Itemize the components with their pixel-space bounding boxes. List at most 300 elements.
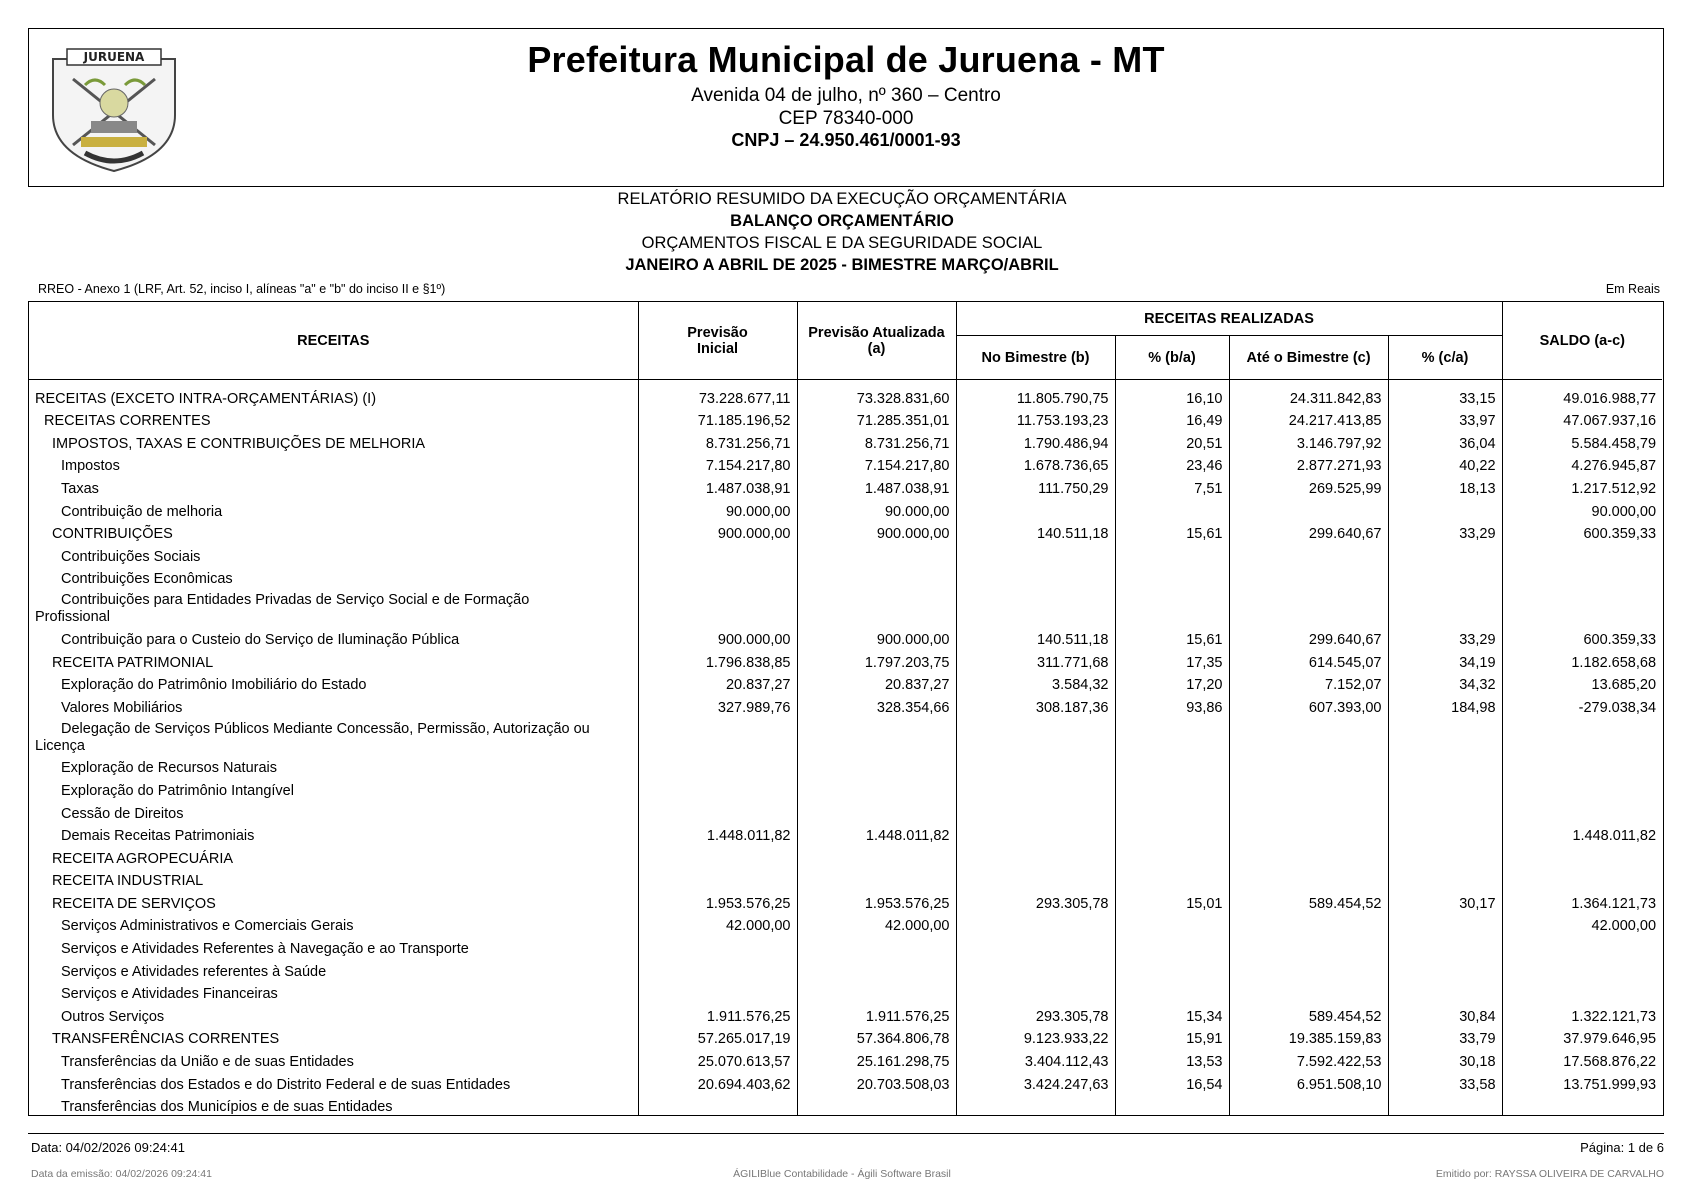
cell-saldo	[1502, 755, 1662, 778]
row-label: Contribuição para o Custeio do Serviço de Iluminação Pública	[61, 631, 460, 648]
cell-pct-ba	[1115, 823, 1229, 846]
cell-no-bimestre	[956, 845, 1115, 868]
cell-ate-bimestre	[1229, 777, 1388, 800]
cell-pct-ba: 93,86	[1115, 694, 1229, 717]
footer-divider	[28, 1133, 1664, 1134]
cell-prev-inicial	[638, 755, 797, 778]
cell-saldo: 37.979.646,95	[1502, 1026, 1662, 1049]
cell-no-bimestre: 293.305,78	[956, 890, 1115, 913]
cell-no-bimestre	[956, 913, 1115, 936]
cell-prev-atualizada: 1.953.576,25	[797, 890, 956, 913]
cell-pct-ca	[1388, 935, 1502, 958]
col-header-previsao-inicial	[638, 302, 797, 380]
row-label: Cessão de Direitos	[61, 805, 184, 822]
cell-pct-ba: 20,51	[1115, 430, 1229, 453]
budget-table	[29, 302, 1662, 1116]
row-label: Exploração do Patrimônio Imobiliário do Estado	[61, 677, 367, 694]
col-header-saldo: SALDO (a-c)	[1502, 302, 1662, 380]
cell-prev-inicial	[638, 566, 797, 589]
row-label: CONTRIBUIÇÕES	[52, 526, 173, 543]
cell-prev-inicial: 327.989,76	[638, 694, 797, 717]
cell-prev-atualizada	[797, 777, 956, 800]
cell-pct-ba	[1115, 868, 1229, 891]
cell-pct-ba: 15,61	[1115, 626, 1229, 649]
cell-prev-inicial: 73.228.677,11	[638, 380, 797, 408]
cell-ate-bimestre: 3.146.797,92	[1229, 430, 1388, 453]
cell-pct-ba: 16,54	[1115, 1071, 1229, 1094]
annex-reference: RREO - Anexo 1 (LRF, Art. 52, inciso I, alíneas "a" e "b" do inciso II e §1º)	[38, 282, 446, 296]
cell-prev-inicial	[638, 543, 797, 566]
cell-prev-inicial: 900.000,00	[638, 626, 797, 649]
col-header-previsao-inicial-text: Previsão Inicial	[687, 324, 748, 357]
cell-pct-ba: 15,01	[1115, 890, 1229, 913]
cell-ate-bimestre	[1229, 498, 1388, 521]
cell-no-bimestre	[956, 868, 1115, 891]
cell-prev-atualizada: 1.911.576,25	[797, 1003, 956, 1026]
cell-pct-ca: 33,58	[1388, 1071, 1502, 1094]
cell-ate-bimestre	[1229, 543, 1388, 566]
table-row	[29, 1094, 1662, 1116]
cell-saldo	[1502, 935, 1662, 958]
cell-pct-ba: 15,91	[1115, 1026, 1229, 1049]
table-row	[29, 1026, 1662, 1049]
cell-saldo: 1.364.121,73	[1502, 890, 1662, 913]
table-row	[29, 1003, 1662, 1026]
org-title: Prefeitura Municipal de Juruena - MT	[527, 39, 1165, 80]
row-label: Transferências da União e de suas Entidades	[61, 1054, 354, 1071]
cell-prev-inicial	[638, 981, 797, 1004]
cell-pct-ca: 18,13	[1388, 475, 1502, 498]
table-row	[29, 626, 1662, 649]
row-label: IMPOSTOS, TAXAS E CONTRIBUIÇÕES DE MELHORIA	[52, 435, 426, 452]
cell-prev-atualizada: 42.000,00	[797, 913, 956, 936]
cell-prev-atualizada: 8.731.256,71	[797, 430, 956, 453]
cell-no-bimestre	[956, 823, 1115, 846]
table-row	[29, 566, 1662, 589]
cell-ate-bimestre: 299.640,67	[1229, 521, 1388, 544]
cell-prev-inicial: 57.265.017,19	[638, 1026, 797, 1049]
footer-date: Data: 04/02/2026 09:24:41	[31, 1140, 185, 1155]
cell-prev-inicial: 1.448.011,82	[638, 823, 797, 846]
cell-prev-atualizada	[797, 1094, 956, 1116]
cell-prev-inicial: 42.000,00	[638, 913, 797, 936]
row-label: RECEITA INDUSTRIAL	[52, 873, 204, 890]
cell-prev-atualizada: 1.797.203,75	[797, 649, 956, 672]
row-label: RECEITA DE SERVIÇOS	[52, 895, 216, 912]
cell-pct-ba	[1115, 498, 1229, 521]
col-header-previsao-atualizada-text: Previsão Atualizada (a)	[808, 324, 945, 357]
cell-prev-inicial: 7.154.217,80	[638, 453, 797, 476]
cell-prev-inicial	[638, 717, 797, 755]
cell-prev-atualizada	[797, 566, 956, 589]
cell-prev-atualizada	[797, 935, 956, 958]
cell-ate-bimestre	[1229, 823, 1388, 846]
table-row	[29, 672, 1662, 695]
cell-saldo: 600.359,33	[1502, 626, 1662, 649]
cell-prev-atualizada	[797, 717, 956, 755]
cell-pct-ca	[1388, 1094, 1502, 1116]
col-header-receitas: RECEITAS	[29, 302, 638, 380]
table-row	[29, 890, 1662, 913]
row-label: Transferências dos Estados e do Distrito Federal e de suas Entidades	[61, 1076, 511, 1093]
cell-no-bimestre: 293.305,78	[956, 1003, 1115, 1026]
cell-ate-bimestre	[1229, 935, 1388, 958]
row-label-line2: Licença	[35, 737, 85, 754]
cell-pct-ca: 34,19	[1388, 649, 1502, 672]
row-label	[29, 717, 638, 755]
cell-pct-ba	[1115, 777, 1229, 800]
cell-pct-ca: 184,98	[1388, 694, 1502, 717]
report-subtitle: BALANÇO ORÇAMENTÁRIO	[730, 212, 954, 230]
cell-saldo	[1502, 717, 1662, 755]
footer-page-number: Página: 1 de 6	[1580, 1140, 1664, 1155]
cell-ate-bimestre: 589.454,52	[1229, 890, 1388, 913]
cell-pct-ca: 33,29	[1388, 521, 1502, 544]
table-row	[29, 430, 1662, 453]
cell-ate-bimestre: 607.393,00	[1229, 694, 1388, 717]
row-label: RECEITA AGROPECUÁRIA	[52, 850, 234, 867]
cell-ate-bimestre: 7.592.422,53	[1229, 1048, 1388, 1071]
row-label: Exploração do Patrimônio Intangível	[61, 782, 294, 799]
cell-no-bimestre: 3.584,32	[956, 672, 1115, 695]
cell-ate-bimestre	[1229, 755, 1388, 778]
cell-prev-atualizada	[797, 755, 956, 778]
table-row	[29, 981, 1662, 1004]
cell-saldo: 47.067.937,16	[1502, 408, 1662, 431]
cell-no-bimestre	[956, 800, 1115, 823]
cell-saldo	[1502, 1094, 1662, 1116]
cell-prev-atualizada: 73.328.831,60	[797, 380, 956, 408]
cell-pct-ba	[1115, 800, 1229, 823]
cell-pct-ba	[1115, 588, 1229, 626]
cell-pct-ba	[1115, 913, 1229, 936]
cell-no-bimestre	[956, 755, 1115, 778]
cell-saldo: 4.276.945,87	[1502, 453, 1662, 476]
org-cep: CEP 78340-000	[778, 108, 914, 129]
cell-saldo: 90.000,00	[1502, 498, 1662, 521]
cell-ate-bimestre	[1229, 1094, 1388, 1116]
cell-ate-bimestre	[1229, 981, 1388, 1004]
cell-no-bimestre: 3.424.247,63	[956, 1071, 1115, 1094]
row-label: Impostos	[61, 458, 120, 475]
org-address: Avenida 04 de julho, nº 360 – Centro	[691, 85, 1001, 106]
cell-pct-ca: 40,22	[1388, 453, 1502, 476]
cell-prev-inicial: 1.796.838,85	[638, 649, 797, 672]
table-row	[29, 543, 1662, 566]
table-row	[29, 913, 1662, 936]
table-row	[29, 823, 1662, 846]
table-row	[29, 755, 1662, 778]
cell-pct-ca	[1388, 717, 1502, 755]
cell-pct-ba: 16,10	[1115, 380, 1229, 408]
cell-pct-ca	[1388, 845, 1502, 868]
cell-pct-ba: 7,51	[1115, 475, 1229, 498]
row-label: Taxas	[61, 480, 99, 497]
row-label: Serviços e Atividades Financeiras	[61, 986, 278, 1003]
cell-prev-inicial	[638, 1094, 797, 1116]
row-label	[29, 588, 638, 626]
cell-pct-ca: 33,15	[1388, 380, 1502, 408]
cell-ate-bimestre: 7.152,07	[1229, 672, 1388, 695]
cell-saldo: 1.217.512,92	[1502, 475, 1662, 498]
svg-text:JURUENA: JURUENA	[83, 50, 145, 64]
cell-prev-inicial: 8.731.256,71	[638, 430, 797, 453]
cell-no-bimestre: 311.771,68	[956, 649, 1115, 672]
cell-pct-ca	[1388, 755, 1502, 778]
row-label: Contribuições Sociais	[61, 548, 201, 565]
cell-no-bimestre	[956, 981, 1115, 1004]
col-header-no-bimestre: No Bimestre (b)	[956, 336, 1115, 380]
cell-pct-ca: 30,18	[1388, 1048, 1502, 1071]
row-label: Contribuições Econômicas	[61, 571, 233, 588]
cell-pct-ca	[1388, 498, 1502, 521]
cell-prev-atualizada: 900.000,00	[797, 626, 956, 649]
cell-no-bimestre: 11.805.790,75	[956, 380, 1115, 408]
row-label: Demais Receitas Patrimoniais	[61, 828, 255, 845]
table-row	[29, 380, 1662, 408]
cell-no-bimestre	[956, 958, 1115, 981]
cell-no-bimestre: 140.511,18	[956, 521, 1115, 544]
cell-prev-inicial: 20.694.403,62	[638, 1071, 797, 1094]
cell-saldo: 13.685,20	[1502, 672, 1662, 695]
cell-ate-bimestre: 24.311.842,83	[1229, 380, 1388, 408]
cell-pct-ca	[1388, 868, 1502, 891]
cell-pct-ba	[1115, 845, 1229, 868]
cell-ate-bimestre	[1229, 717, 1388, 755]
cell-saldo	[1502, 845, 1662, 868]
row-label: TRANSFERÊNCIAS CORRENTES	[52, 1031, 280, 1048]
cell-saldo: -279.038,34	[1502, 694, 1662, 717]
cell-pct-ba: 16,49	[1115, 408, 1229, 431]
table-row	[29, 1071, 1662, 1094]
cell-ate-bimestre: 269.525,99	[1229, 475, 1388, 498]
budget-table-container	[28, 301, 1664, 1116]
cell-prev-atualizada: 71.285.351,01	[797, 408, 956, 431]
cell-ate-bimestre	[1229, 588, 1388, 626]
report-scope: ORÇAMENTOS FISCAL E DA SEGURIDADE SOCIAL	[641, 234, 1043, 252]
col-header-previsao-atualizada	[797, 302, 956, 380]
cell-prev-atualizada	[797, 868, 956, 891]
cell-pct-ba	[1115, 717, 1229, 755]
cell-prev-atualizada: 20.837,27	[797, 672, 956, 695]
cell-pct-ba	[1115, 958, 1229, 981]
cell-pct-ca: 33,29	[1388, 626, 1502, 649]
cell-ate-bimestre	[1229, 868, 1388, 891]
report-title: RELATÓRIO RESUMIDO DA EXECUÇÃO ORÇAMENTÁRIA	[617, 190, 1067, 208]
cell-saldo	[1502, 588, 1662, 626]
cell-prev-atualizada: 25.161.298,75	[797, 1048, 956, 1071]
table-row	[29, 408, 1662, 431]
cell-saldo: 49.016.988,77	[1502, 380, 1662, 408]
table-row	[29, 694, 1662, 717]
cell-prev-inicial: 25.070.613,57	[638, 1048, 797, 1071]
table-row	[29, 453, 1662, 476]
table-row	[29, 935, 1662, 958]
cell-prev-inicial: 900.000,00	[638, 521, 797, 544]
cell-no-bimestre: 111.750,29	[956, 475, 1115, 498]
cell-ate-bimestre: 589.454,52	[1229, 1003, 1388, 1026]
cell-saldo	[1502, 981, 1662, 1004]
cell-prev-atualizada: 1.448.011,82	[797, 823, 956, 846]
cell-pct-ca: 36,04	[1388, 430, 1502, 453]
col-header-pct-ca: % (c/a)	[1388, 336, 1502, 380]
cell-saldo	[1502, 543, 1662, 566]
cell-pct-ba: 17,35	[1115, 649, 1229, 672]
cell-prev-inicial	[638, 868, 797, 891]
footer-software: ÁGILIBlue Contabilidade - Ágili Software Brasil	[733, 1168, 951, 1180]
cell-no-bimestre: 11.753.193,23	[956, 408, 1115, 431]
row-label-line1: Contribuições para Entidades Privadas de Serviço Social e de Formação	[61, 592, 530, 609]
cell-ate-bimestre	[1229, 958, 1388, 981]
table-row	[29, 777, 1662, 800]
cell-ate-bimestre: 24.217.413,85	[1229, 408, 1388, 431]
row-label: RECEITAS CORRENTES	[44, 413, 211, 430]
cell-pct-ca: 33,97	[1388, 408, 1502, 431]
cell-pct-ca: 30,17	[1388, 890, 1502, 913]
cell-pct-ca	[1388, 913, 1502, 936]
table-row	[29, 717, 1662, 755]
table-row	[29, 1048, 1662, 1071]
col-header-ate-bimestre: Até o Bimestre (c)	[1229, 336, 1388, 380]
cell-pct-ca: 33,79	[1388, 1026, 1502, 1049]
budget-table-body	[29, 380, 1662, 1117]
col-header-pct-ba: % (b/a)	[1115, 336, 1229, 380]
row-label: Transferências dos Municípios e de suas Entidades	[61, 1099, 393, 1116]
table-row	[29, 498, 1662, 521]
cell-prev-atualizada	[797, 845, 956, 868]
table-row	[29, 475, 1662, 498]
table-row	[29, 649, 1662, 672]
row-label: Exploração de Recursos Naturais	[61, 760, 277, 777]
cell-prev-inicial: 90.000,00	[638, 498, 797, 521]
table-row	[29, 845, 1662, 868]
cell-saldo	[1502, 800, 1662, 823]
cell-prev-inicial	[638, 777, 797, 800]
cell-pct-ba: 15,34	[1115, 1003, 1229, 1026]
cell-saldo: 600.359,33	[1502, 521, 1662, 544]
cell-ate-bimestre: 19.385.159,83	[1229, 1026, 1388, 1049]
cell-no-bimestre	[956, 588, 1115, 626]
cell-pct-ba	[1115, 1094, 1229, 1116]
row-label: Serviços e Atividades referentes à Saúde	[61, 963, 327, 980]
cell-pct-ca: 34,32	[1388, 672, 1502, 695]
cell-prev-inicial	[638, 800, 797, 823]
cell-pct-ca	[1388, 543, 1502, 566]
cell-pct-ba	[1115, 981, 1229, 1004]
cell-saldo	[1502, 777, 1662, 800]
cell-saldo: 5.584.458,79	[1502, 430, 1662, 453]
cell-no-bimestre: 9.123.933,22	[956, 1026, 1115, 1049]
cell-no-bimestre	[956, 566, 1115, 589]
table-row	[29, 958, 1662, 981]
cell-prev-inicial: 1.487.038,91	[638, 475, 797, 498]
cell-prev-atualizada: 328.354,66	[797, 694, 956, 717]
cell-ate-bimestre	[1229, 845, 1388, 868]
cell-saldo: 42.000,00	[1502, 913, 1662, 936]
cell-prev-atualizada	[797, 543, 956, 566]
cell-prev-atualizada: 7.154.217,80	[797, 453, 956, 476]
table-row	[29, 800, 1662, 823]
cell-pct-ba	[1115, 755, 1229, 778]
cell-pct-ca	[1388, 777, 1502, 800]
cell-pct-ca	[1388, 823, 1502, 846]
cell-saldo	[1502, 958, 1662, 981]
cell-pct-ba	[1115, 543, 1229, 566]
cell-prev-inicial: 1.953.576,25	[638, 890, 797, 913]
cell-no-bimestre	[956, 1094, 1115, 1116]
cell-ate-bimestre	[1229, 566, 1388, 589]
org-cnpj: CNPJ – 24.950.461/0001-93	[731, 130, 961, 150]
cell-prev-atualizada	[797, 981, 956, 1004]
cell-saldo: 1.182.658,68	[1502, 649, 1662, 672]
cell-pct-ba	[1115, 566, 1229, 589]
cell-prev-atualizada	[797, 800, 956, 823]
cell-no-bimestre	[956, 777, 1115, 800]
cell-saldo: 13.751.999,93	[1502, 1071, 1662, 1094]
cell-pct-ca	[1388, 588, 1502, 626]
cell-pct-ca: 30,84	[1388, 1003, 1502, 1026]
cell-prev-atualizada: 900.000,00	[797, 521, 956, 544]
cell-no-bimestre: 3.404.112,43	[956, 1048, 1115, 1071]
cell-pct-ca	[1388, 958, 1502, 981]
cell-prev-inicial	[638, 588, 797, 626]
table-row	[29, 521, 1662, 544]
cell-ate-bimestre	[1229, 800, 1388, 823]
row-label-line2: Profissional	[35, 609, 110, 626]
row-label: Serviços e Atividades Referentes à Navegação e ao Transporte	[61, 941, 469, 958]
cell-prev-atualizada: 90.000,00	[797, 498, 956, 521]
cell-ate-bimestre: 6.951.508,10	[1229, 1071, 1388, 1094]
cell-no-bimestre	[956, 543, 1115, 566]
currency-unit: Em Reais	[1605, 282, 1660, 296]
header-box	[28, 28, 1664, 187]
cell-prev-inicial	[638, 935, 797, 958]
cell-pct-ca	[1388, 800, 1502, 823]
row-label: Valores Mobiliários	[61, 699, 183, 716]
cell-pct-ba	[1115, 935, 1229, 958]
row-label-line1: Delegação de Serviços Públicos Mediante Concessão, Permissão, Autorização ou	[61, 720, 590, 737]
cell-prev-atualizada	[797, 958, 956, 981]
cell-saldo: 17.568.876,22	[1502, 1048, 1662, 1071]
cell-prev-atualizada: 1.487.038,91	[797, 475, 956, 498]
row-label: Serviços Administrativos e Comerciais Gerais	[61, 918, 354, 935]
cell-no-bimestre: 1.678.736,65	[956, 453, 1115, 476]
cell-saldo	[1502, 868, 1662, 891]
cell-no-bimestre: 1.790.486,94	[956, 430, 1115, 453]
report-period: JANEIRO A ABRIL DE 2025 - BIMESTRE MARÇO/ABRIL	[625, 256, 1059, 274]
row-label: Outros Serviços	[61, 1008, 165, 1025]
cell-pct-ba: 13,53	[1115, 1048, 1229, 1071]
cell-saldo	[1502, 566, 1662, 589]
cell-saldo: 1.322.121,73	[1502, 1003, 1662, 1026]
cell-ate-bimestre: 614.545,07	[1229, 649, 1388, 672]
cell-prev-inicial	[638, 958, 797, 981]
row-label: Contribuição de melhoria	[61, 503, 223, 520]
footer-emission-date: Data da emissão: 04/02/2026 09:24:41	[31, 1168, 212, 1180]
cell-prev-atualizada	[797, 588, 956, 626]
cell-pct-ca	[1388, 566, 1502, 589]
col-header-receitas-realizadas: RECEITAS REALIZADAS	[956, 302, 1502, 336]
cell-prev-inicial: 20.837,27	[638, 672, 797, 695]
cell-ate-bimestre: 2.877.271,93	[1229, 453, 1388, 476]
footer-issued-by: Emitido por: RAYSSA OLIVEIRA DE CARVALHO	[1435, 1168, 1664, 1180]
table-row	[29, 868, 1662, 891]
cell-ate-bimestre: 299.640,67	[1229, 626, 1388, 649]
table-row	[29, 588, 1662, 626]
cell-prev-inicial: 1.911.576,25	[638, 1003, 797, 1026]
cell-ate-bimestre	[1229, 913, 1388, 936]
cell-pct-ba: 15,61	[1115, 521, 1229, 544]
